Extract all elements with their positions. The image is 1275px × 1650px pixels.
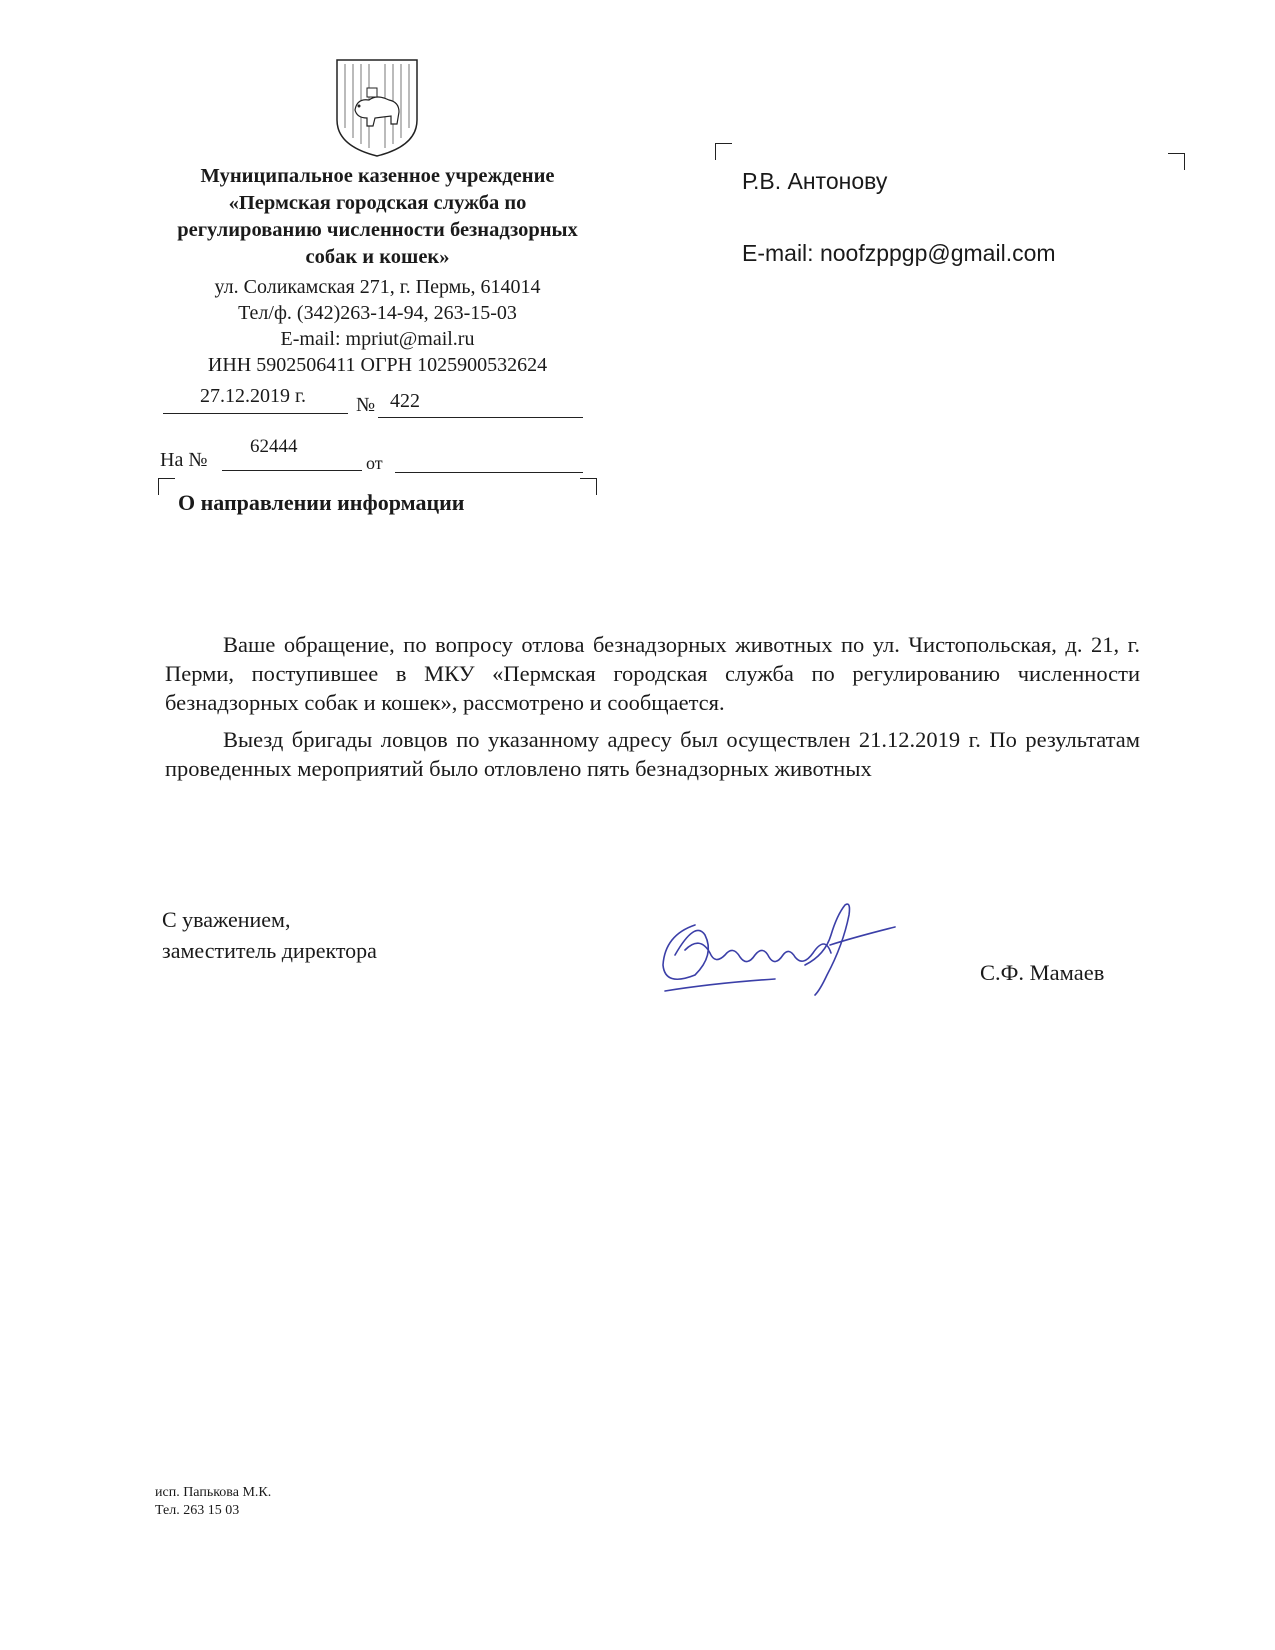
org-name-line: «Пермская городская служба по <box>228 192 527 214</box>
outgoing-number-label: № <box>356 394 376 416</box>
organization-name <box>130 163 625 271</box>
org-address: ул. Соликамская 271, г. Пермь, 614014 <box>214 276 541 298</box>
handwritten-signature-icon <box>655 895 915 1005</box>
outgoing-number: 422 <box>390 390 420 412</box>
date-underline <box>163 413 348 414</box>
organization-contacts <box>130 274 625 378</box>
org-email: E-mail: mpriut@mail.ru <box>280 328 475 350</box>
subject-line: О направлении информации <box>178 490 465 515</box>
body-paragraph: Выезд бригады ловцов по указанному адресу был осуществлен 21.12.2019 г. По результатам проведенных мероприятий было отловлено пять безнадзорных животных <box>165 727 1140 781</box>
addressee-name: Р.В. Антонову <box>742 168 888 194</box>
org-name-line: собак и кошек» <box>305 246 450 268</box>
executor-name: исп. Папькова М.К. <box>155 1485 272 1500</box>
number-underline <box>378 417 583 418</box>
org-name-line: Муниципальное казенное учреждение <box>200 165 555 187</box>
closing-greeting: С уважением, <box>162 907 291 932</box>
executor-phone: Тел. 263 15 03 <box>155 1503 240 1518</box>
reply-from-label: от <box>366 453 383 473</box>
addressee-email: E-mail: noofzppgp@gmail.com <box>742 240 1056 266</box>
reply-number-label: На № <box>160 449 208 471</box>
signer-position: заместитель директора <box>162 938 377 963</box>
addressee-corner-right <box>1168 153 1185 170</box>
org-name-line: регулированию численности безнадзорных <box>177 219 578 241</box>
reply-number: 62444 <box>250 436 298 457</box>
coat-of-arms-icon <box>333 58 421 158</box>
reply-date-underline <box>395 472 583 473</box>
outgoing-date: 27.12.2019 г. <box>200 385 306 407</box>
body-paragraph: Ваше обращение, по вопросу отлова безнадзорных животных по ул. Чистопольская, д. 21, г. Перми, поступившее в МКУ «Пермская городская служба по регулированию численности безнадзорных собак и кошек», рассмотрено и сообщается. <box>165 632 1140 715</box>
subject-corner-left <box>158 478 175 495</box>
addressee-corner-left <box>715 143 732 160</box>
org-inn-ogrn: ИНН 5902506411 ОГРН 1025900532624 <box>207 354 548 376</box>
subject-corner-right <box>580 478 597 495</box>
reply-number-underline <box>222 470 362 471</box>
letter-body <box>165 630 1140 791</box>
org-phone: Тел/ф. (342)263-14-94, 263-15-03 <box>238 302 517 324</box>
signer-name: С.Ф. Мамаев <box>980 960 1105 985</box>
